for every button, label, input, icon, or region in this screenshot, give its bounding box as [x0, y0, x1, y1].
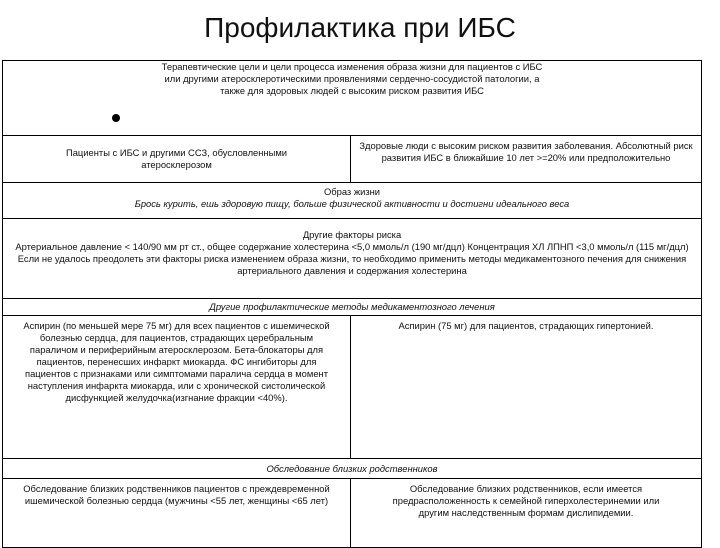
- goals-cell: Терапевтические цели и цели процесса изменения образа жизни для пациентов с ИБС или другими атеросклеротическими проявлениями сердечно-сосудистой патологии, а также для здоровых людей с высоким риском развития ИБС: [2, 60, 702, 136]
- lifestyle-cell: [2, 182, 702, 219]
- risk-heading: Другие факторы риска: [302, 229, 402, 240]
- risk-text: Артериальное давление < 140/90 мм рт ст., общее содержание холестерина <5,0 ммоль/л (190 мг/дцл) Концентрация ХЛ ЛПНП <3,0 ммоль/л (115 мг/дцл) Если не удалось преодолеть эти факторы риска изменением образа жизни, то необходимо применить методы медикаментозного печения для снижения артериального давления и содержания холестерина: [15, 241, 689, 276]
- relatives-heading: Обследование близких родственников: [2, 458, 702, 479]
- risk-cell: [2, 218, 702, 299]
- drug-right: Аспирин (75 мг) для пациентов, страдающих гипертонией.: [350, 315, 702, 459]
- lifestyle-text: Брось курить, ешь здоровую пищу, больше физической активности и достигни идеального веса: [134, 198, 570, 209]
- drug-left: Аспирин (по меньшей мере 75 мг) для всех пациентов с ишемической болезнью сердца, для пациентов, страдающих церебральным параличом и периферийным атеросклерозом. Бета-блокаторы для пациентов, перенесших инфаркт миокарда. ФС ингибиторы для пациентов с признаками или симптомами паралича сердца в момент наступления инфаркта миокарда, или с хронической систолической дисфункцией желудочка(изгнание фракции <40%).: [2, 315, 351, 459]
- page-title: Профилактика при ИБС: [204, 12, 516, 43]
- bullet-icon: [112, 114, 120, 122]
- group-healthy: Здоровые люди с высоким риском развития заболевания. Абсолютный риск развития ИБС в ближайшие 10 лет >=20% или предположительно: [350, 135, 702, 183]
- relatives-left: Обследование близких родственников пациентов с преждевременной ишемической болезнью сердца (мужчины <55 лет, женщины <65 лет): [2, 478, 351, 548]
- lifestyle-heading: Образ жизни: [323, 186, 381, 197]
- relatives-right: Обследование близких родственников, если имеется предрасположенность к семейной гиперхолестеринемии или другим наследственным формам дислипидемии.: [350, 478, 702, 548]
- group-patients: Пациенты с ИБС и другими ССЗ, обусловленными атеросклерозом: [2, 135, 351, 183]
- drug-heading: Другие профилактические методы медикаментозного лечения: [2, 298, 702, 316]
